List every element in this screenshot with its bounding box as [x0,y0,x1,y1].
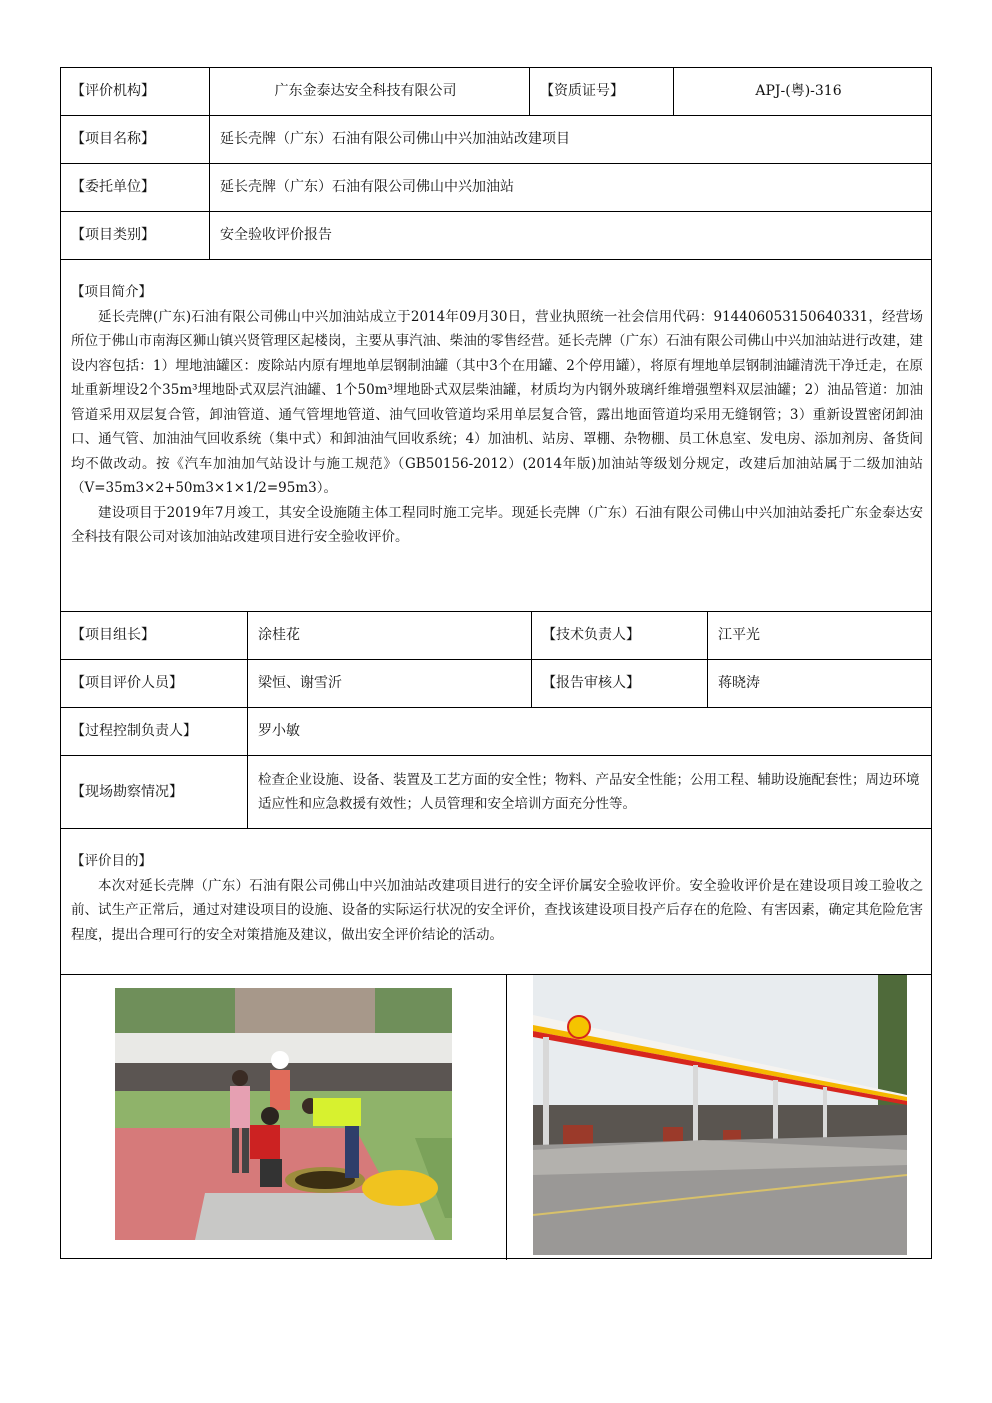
project-name-label: 【项目名称】 [71,131,155,147]
evaluator-value: 广东金泰达安全科技有限公司 [209,68,529,115]
report-form [60,67,932,1259]
evaluators-value: 梁恒、谢雪沂 [247,660,531,707]
intro-heading: 【项目简介】 [71,284,152,300]
project-intro [61,260,931,612]
row-evaluator [61,68,931,116]
site-inspection-photo [115,988,452,1240]
tech-lead-label: 【技术负责人】 [531,612,707,659]
gas-station-photo [533,975,907,1255]
qualification-label: 【资质证号】 [529,68,673,115]
leader-value: 涂桂花 [247,612,531,659]
client-value: 延长壳牌（广东）石油有限公司佛山中兴加油站 [209,164,931,211]
row-staff-2 [61,660,931,708]
row-site-survey [61,756,931,829]
evaluators-label: 【项目评价人员】 [71,675,183,691]
reviewer-value: 蒋晓涛 [707,660,931,707]
qualification-value: APJ-(粤)-316 [673,68,931,115]
leader-label: 【项目组长】 [71,627,155,643]
row-project-name [61,116,931,164]
process-control-label: 【过程控制负责人】 [71,723,197,739]
purpose-heading: 【评价目的】 [71,853,152,869]
category-value: 安全验收评价报告 [209,212,931,259]
tech-lead-value: 江平光 [707,612,931,659]
category-label: 【项目类别】 [71,227,155,243]
photo-divider [506,975,507,1260]
reviewer-label: 【报告审核人】 [531,660,707,707]
row-staff-1 [61,612,931,660]
purpose-text: 本次对延长壳牌（广东）石油有限公司佛山中兴加油站改建项目进行的安全评价属安全验收评价。安全验收评价是在建设项目竣工验收之前、试生产正常后，通过对建设项目的设施、设备的实际运行状况的安全评价，查找该建设项目投产后存在的危险、有害因素，确定其危险危害程度，提出合理可行的安全对策措施及建议，做出安全评价结论的活动。 [71,877,923,943]
survey-label: 【现场勘察情况】 [71,783,183,800]
intro-paragraph-2: 建设项目于2019年7月竣工，其安全设施随主体工程同时施工完毕。现延长壳牌（广东）石油有限公司佛山中兴加油站委托广东金泰达安全科技有限公司对该加油站改建项目进行安全验收评价。 [71,504,923,545]
survey-text: 检查企业设施、设备、装置及工艺方面的安全性；物料、产品安全性能；公用工程、辅助设施配套性；周边环境适应性和应急救援有效性；人员管理和安全培训方面充分性等。 [247,756,931,828]
evaluation-purpose [61,829,931,975]
row-process-control [61,708,931,756]
row-category [61,212,931,260]
row-client [61,164,931,212]
process-control-value: 罗小敏 [247,708,931,755]
client-label: 【委托单位】 [71,179,155,195]
project-name-value: 延长壳牌（广东）石油有限公司佛山中兴加油站改建项目 [209,116,931,163]
evaluator-label: 【评价机构】 [71,83,155,99]
intro-paragraph-1: 延长壳牌(广东)石油有限公司佛山中兴加油站成立于2014年09月30日，营业执照统一社会信用代码：914406053150640331，经营场所位于佛山市南海区狮山镇兴贤管理区起楼岗，主要从事汽油、柴油的零售经营。延长壳牌（广东）石油有限公司佛山中兴加油站进行改建，建设内容包括：1）埋地油罐区：废除站内原有埋地单层钢制油罐（其中3个在用罐、2个停用罐），将原有埋地单层钢制油罐清洗干净迁走，在原址重新埋设2个35m³埋地卧式双层汽油罐、1个50m³埋地卧式双层柴油罐，材质均为内钢外玻璃纤维增强塑料双层油罐；2）油品管道：加油管道采用双层复合管，卸油管道、通气管埋地管道、油气回收管道均采用单层复合管，露出地面管道均采用无缝钢管；3）重新设置密闭卸油口、通气管、加油油气回收系统（集中式）和卸油油气回收系统；4）加油机、站房、罩棚、杂物棚、员工休息室、发电房、添加剂房、备货间均不做改动。按《汽车加油加气站设计与施工规范》（GB50156-2012）(2014年版)加油站等级划分规定，改建后加油站属于二级加油站（V=35m3×2+50m3×1×1/2=95m3）。 [71,308,923,496]
